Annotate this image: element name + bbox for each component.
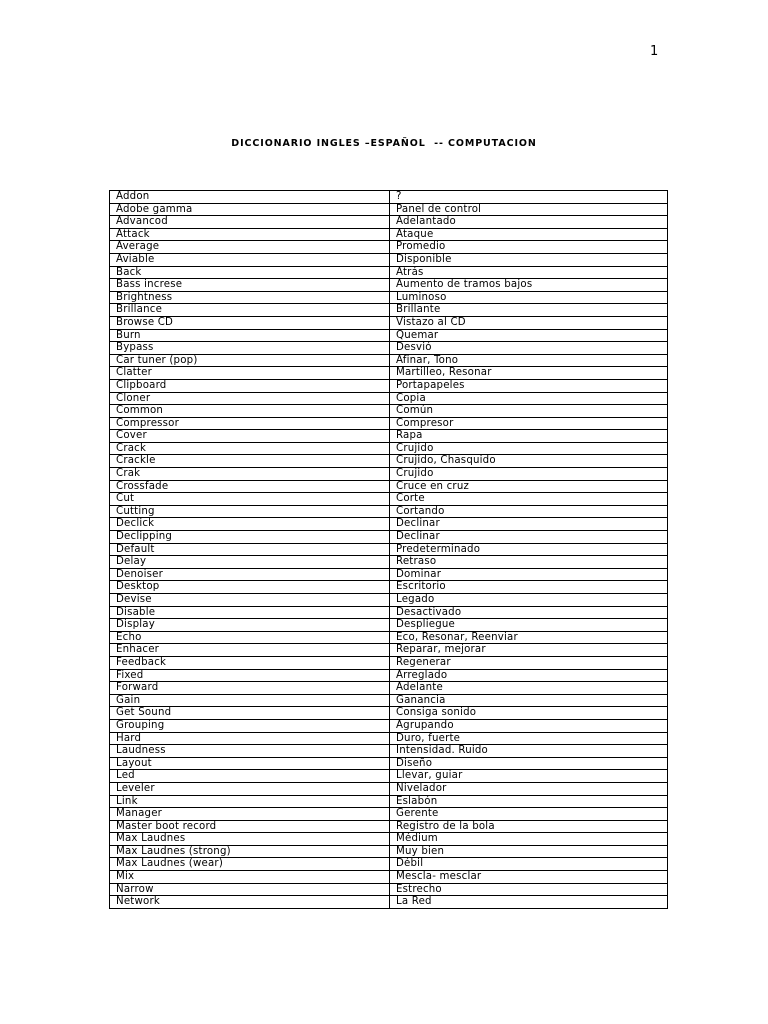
- dictionary-row: [110, 732, 668, 745]
- english-term: Gain: [110, 694, 390, 707]
- dictionary-row: [110, 883, 668, 896]
- document-title: DICCIONARIO INGLES –ESPAÑOL -- COMPUTACION: [231, 138, 537, 149]
- spanish-translation: Crujido: [390, 442, 668, 455]
- english-term: Browse CD: [110, 316, 390, 329]
- spanish-translation: Estrecho: [390, 883, 668, 896]
- english-term: Display: [110, 619, 390, 632]
- english-term: Cloner: [110, 392, 390, 405]
- dictionary-row: [110, 896, 668, 909]
- english-term: Max Laudnes (wear): [110, 858, 390, 871]
- english-term: Burn: [110, 329, 390, 342]
- spanish-translation: Ganancia: [390, 694, 668, 707]
- english-term: Devise: [110, 594, 390, 607]
- dictionary-row: [110, 757, 668, 770]
- spanish-translation: Consiga sonido: [390, 707, 668, 720]
- dictionary-row: [110, 845, 668, 858]
- dictionary-row: [110, 656, 668, 669]
- english-term: Layout: [110, 757, 390, 770]
- spanish-translation: Panel de control: [390, 203, 668, 216]
- spanish-translation: Adelante: [390, 682, 668, 695]
- spanish-translation: Intensidad. Ruido: [390, 745, 668, 758]
- spanish-translation: Débil: [390, 858, 668, 871]
- english-term: Grouping: [110, 719, 390, 732]
- spanish-translation: Martilleo, Resonar: [390, 367, 668, 380]
- dictionary-row: [110, 568, 668, 581]
- dictionary-row: [110, 669, 668, 682]
- dictionary-row: [110, 455, 668, 468]
- spanish-translation: Eslabón: [390, 795, 668, 808]
- dictionary-row: [110, 279, 668, 292]
- spanish-translation: Predeterminado: [390, 543, 668, 556]
- english-term: Car tuner (pop): [110, 354, 390, 367]
- english-term: Crack: [110, 442, 390, 455]
- dictionary-row: [110, 417, 668, 430]
- spanish-translation: Desactivado: [390, 606, 668, 619]
- english-term: Crackle: [110, 455, 390, 468]
- dictionary-row: [110, 291, 668, 304]
- english-term: Brillance: [110, 304, 390, 317]
- spanish-translation: Cortando: [390, 505, 668, 518]
- spanish-translation: Diseño: [390, 757, 668, 770]
- english-term: Delay: [110, 556, 390, 569]
- dictionary-row: [110, 858, 668, 871]
- spanish-translation: Mescla- mesclar: [390, 871, 668, 884]
- spanish-translation: Eco, Resonar, Reenviar: [390, 631, 668, 644]
- page-number: 1: [650, 44, 659, 59]
- dictionary-row: [110, 379, 668, 392]
- spanish-translation: Aumento de tramos bajos: [390, 279, 668, 292]
- english-term: Mix: [110, 871, 390, 884]
- dictionary-row: [110, 329, 668, 342]
- english-term: Disable: [110, 606, 390, 619]
- dictionary-row: [110, 606, 668, 619]
- english-term: Brightness: [110, 291, 390, 304]
- english-term: Fixed: [110, 669, 390, 682]
- dictionary-row: [110, 228, 668, 241]
- dictionary-row: [110, 770, 668, 783]
- dictionary-row: [110, 871, 668, 884]
- spanish-translation: Desvió: [390, 342, 668, 355]
- english-term: Max Laudnes: [110, 833, 390, 846]
- dictionary-row: [110, 480, 668, 493]
- spanish-translation: Afinar, Tono: [390, 354, 668, 367]
- english-term: Forward: [110, 682, 390, 695]
- spanish-translation: Dominar: [390, 568, 668, 581]
- dictionary-row: [110, 707, 668, 720]
- english-term: Max Laudnes (strong): [110, 845, 390, 858]
- english-term: Crak: [110, 468, 390, 481]
- spanish-translation: Arreglado: [390, 669, 668, 682]
- dictionary-row: [110, 543, 668, 556]
- english-term: Default: [110, 543, 390, 556]
- english-term: Cut: [110, 493, 390, 506]
- spanish-translation: Gerente: [390, 808, 668, 821]
- dictionary-row: [110, 505, 668, 518]
- dictionary-table: [109, 190, 668, 909]
- dictionary-row: [110, 808, 668, 821]
- dictionary-row: [110, 342, 668, 355]
- english-term: Cover: [110, 430, 390, 443]
- english-term: Denoiser: [110, 568, 390, 581]
- english-term: Network: [110, 896, 390, 909]
- english-term: Declick: [110, 518, 390, 531]
- dictionary-row: [110, 442, 668, 455]
- dictionary-row: [110, 253, 668, 266]
- english-term: Adobe gamma: [110, 203, 390, 216]
- dictionary-row: [110, 594, 668, 607]
- english-term: Bypass: [110, 342, 390, 355]
- dictionary-row: [110, 531, 668, 544]
- dictionary-row: [110, 833, 668, 846]
- spanish-translation: Crujido: [390, 468, 668, 481]
- english-term: Attack: [110, 228, 390, 241]
- english-term: Leveler: [110, 782, 390, 795]
- spanish-translation: Crujido, Chasquido: [390, 455, 668, 468]
- english-term: Hard: [110, 732, 390, 745]
- spanish-translation: Retraso: [390, 556, 668, 569]
- dictionary-row: [110, 493, 668, 506]
- english-term: Aviable: [110, 253, 390, 266]
- spanish-translation: Reparar, mejorar: [390, 644, 668, 657]
- spanish-translation: Declinar: [390, 518, 668, 531]
- english-term: Bass increse: [110, 279, 390, 292]
- spanish-translation: Vistazo al CD: [390, 316, 668, 329]
- dictionary-row: [110, 795, 668, 808]
- dictionary-row: [110, 354, 668, 367]
- dictionary-row: [110, 631, 668, 644]
- dictionary-row: [110, 405, 668, 418]
- dictionary-row: [110, 556, 668, 569]
- english-term: Back: [110, 266, 390, 279]
- spanish-translation: Corte: [390, 493, 668, 506]
- dictionary-row: [110, 719, 668, 732]
- english-term: Feedback: [110, 656, 390, 669]
- spanish-translation: Disponible: [390, 253, 668, 266]
- dictionary-row: [110, 518, 668, 531]
- spanish-translation: Duro, fuerte: [390, 732, 668, 745]
- spanish-translation: Nivelador: [390, 782, 668, 795]
- spanish-translation: Promedio: [390, 241, 668, 254]
- english-term: Average: [110, 241, 390, 254]
- english-term: Advancod: [110, 216, 390, 229]
- dictionary-row: [110, 430, 668, 443]
- dictionary-row: [110, 266, 668, 279]
- dictionary-row: [110, 304, 668, 317]
- spanish-translation: Compresor: [390, 417, 668, 430]
- dictionary-row: [110, 216, 668, 229]
- spanish-translation: Regenerar: [390, 656, 668, 669]
- english-term: Laudness: [110, 745, 390, 758]
- dictionary-row: [110, 316, 668, 329]
- spanish-translation: Despliegue: [390, 619, 668, 632]
- english-term: Link: [110, 795, 390, 808]
- english-term: Manager: [110, 808, 390, 821]
- spanish-translation: Común: [390, 405, 668, 418]
- english-term: Cutting: [110, 505, 390, 518]
- spanish-translation: Registro de la bola: [390, 820, 668, 833]
- spanish-translation: Cruce en cruz: [390, 480, 668, 493]
- dictionary-row: [110, 241, 668, 254]
- spanish-translation: Atrás: [390, 266, 668, 279]
- dictionary-row: [110, 581, 668, 594]
- dictionary-row: [110, 468, 668, 481]
- english-term: Enhacer: [110, 644, 390, 657]
- spanish-translation: Copia: [390, 392, 668, 405]
- spanish-translation: Luminoso: [390, 291, 668, 304]
- dictionary-table-body: [110, 191, 668, 909]
- english-term: Get Sound: [110, 707, 390, 720]
- english-term: Crossfade: [110, 480, 390, 493]
- spanish-translation: Portapapeles: [390, 379, 668, 392]
- dictionary-row: [110, 694, 668, 707]
- spanish-translation: Llevar, guiar: [390, 770, 668, 783]
- dictionary-row: [110, 367, 668, 380]
- english-term: Narrow: [110, 883, 390, 896]
- spanish-translation: Legado: [390, 594, 668, 607]
- dictionary-row: [110, 191, 668, 204]
- spanish-translation: Ataque: [390, 228, 668, 241]
- english-term: Clatter: [110, 367, 390, 380]
- spanish-translation: Brillante: [390, 304, 668, 317]
- english-term: Echo: [110, 631, 390, 644]
- dictionary-row: [110, 682, 668, 695]
- english-term: Addon: [110, 191, 390, 204]
- dictionary-row: [110, 392, 668, 405]
- dictionary-row: [110, 203, 668, 216]
- spanish-translation: Agrupando: [390, 719, 668, 732]
- spanish-translation: Muy bien: [390, 845, 668, 858]
- english-term: Declipping: [110, 531, 390, 544]
- dictionary-row: [110, 619, 668, 632]
- english-term: Clipboard: [110, 379, 390, 392]
- spanish-translation: ?: [390, 191, 668, 204]
- english-term: Desktop: [110, 581, 390, 594]
- spanish-translation: Escritorio: [390, 581, 668, 594]
- dictionary-row: [110, 644, 668, 657]
- english-term: Master boot record: [110, 820, 390, 833]
- spanish-translation: Rapa: [390, 430, 668, 443]
- dictionary-row: [110, 782, 668, 795]
- spanish-translation: Declinar: [390, 531, 668, 544]
- english-term: Common: [110, 405, 390, 418]
- spanish-translation: Adelantado: [390, 216, 668, 229]
- english-term: Compressor: [110, 417, 390, 430]
- dictionary-row: [110, 820, 668, 833]
- spanish-translation: Médium: [390, 833, 668, 846]
- dictionary-row: [110, 745, 668, 758]
- spanish-translation: La Red: [390, 896, 668, 909]
- english-term: Led: [110, 770, 390, 783]
- spanish-translation: Quemar: [390, 329, 668, 342]
